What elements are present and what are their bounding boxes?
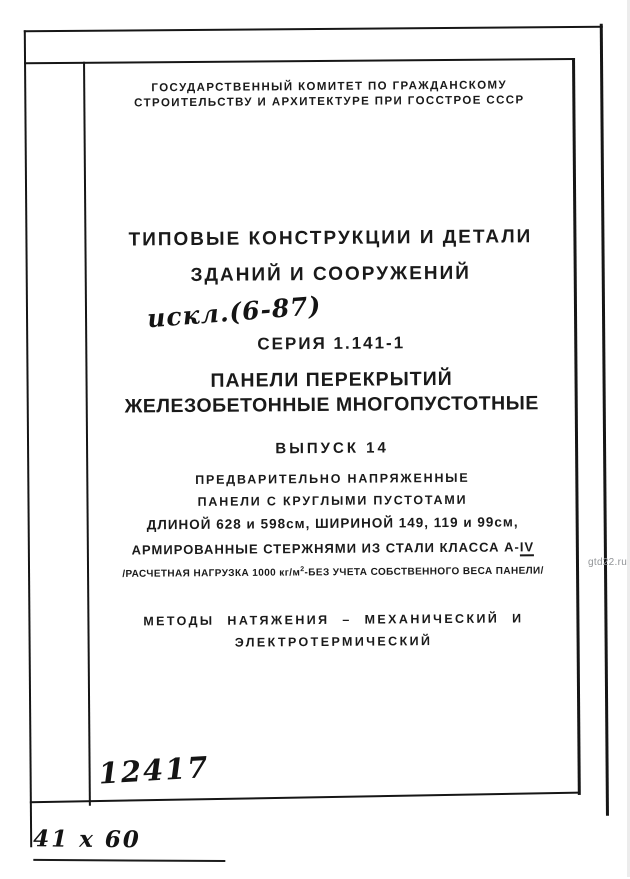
subject-line2: ЖЕЛЕЗОБЕТОННЫЕ МНОГОПУСТОТНЫЕ (124, 392, 539, 418)
load-note-pre: /РАСЧЕТНАЯ НАГРУЗКА 1000 кг/м (122, 567, 301, 580)
steel-class-roman: IV (519, 539, 535, 555)
description-line1: ПРЕДВАРИТЕЛЬНО НАПРЯЖЕННЫЕ (195, 470, 470, 487)
issuing-authority-line1: ГОСУДАРСТВЕННЫЙ КОМИТЕТ ПО ГРАЖДАНСКОМУ (151, 79, 508, 95)
site-watermark: gtd22.ru (588, 557, 628, 568)
frame-inner-left-line (83, 62, 91, 806)
reinforcement-text: АРМИРОВАННЫЕ СТЕРЖНЯМИ ИЗ СТАЛИ КЛАССА А- (131, 539, 520, 558)
load-note-superscript: 2 (300, 566, 305, 574)
frame-inner-right-line (572, 58, 581, 795)
tension-methods-line1: МЕТОДЫ НАТЯЖЕНИЯ – МЕХАНИЧЕСКИЙ И (143, 611, 524, 629)
issuing-authority (85, 78, 573, 112)
handwritten-exclusion-note: искл.(6-87) (146, 290, 323, 334)
frame-outer-right-line (600, 24, 609, 816)
tension-methods-line2: ЭЛЕКТРОТЕРМИЧЕСКИЙ (234, 634, 433, 650)
frame-inner-top-line (24, 58, 575, 64)
issue-number: ВЫПУСК 14 (275, 439, 389, 458)
subject-line1: ПАНЕЛИ ПЕРЕКРЫТИЙ (210, 367, 453, 392)
document-title-line1: ТИПОВЫЕ КОНСТРУКЦИИ И ДЕТАЛИ (128, 226, 533, 251)
handwritten-stamp-number: 12417 (97, 749, 211, 791)
issuing-authority-line2: СТРОИТЕЛЬСТВУ И АРХИТЕКТУРЕ ПРИ ГОССТРОЕ СССР (134, 94, 525, 110)
description-line2: ПАНЕЛИ С КРУГЛЫМИ ПУСТОТАМИ (197, 492, 468, 509)
frame-inner-bottom-line (30, 792, 580, 804)
handwritten-size-note: 41 х 60 (33, 825, 142, 854)
series-number: СЕРИЯ 1.141-1 (257, 333, 406, 354)
handwritten-size-underline (33, 859, 225, 862)
description-reinforcement (89, 539, 577, 558)
document-title-line2: ЗДАНИЙ И СООРУЖЕНИЙ (190, 262, 471, 286)
description-dimensions: ДЛИНОЙ 628 и 598см, ШИРИНОЙ 149, 119 и 99см, (146, 514, 519, 533)
frame-outer-top-line (24, 26, 603, 33)
load-note-post: -БЕЗ УЧЕТА СОБСТВЕННОГО ВЕСА ПАНЕЛИ/ (304, 565, 544, 579)
frame-outer-left-line (24, 30, 32, 847)
load-note (89, 564, 577, 580)
